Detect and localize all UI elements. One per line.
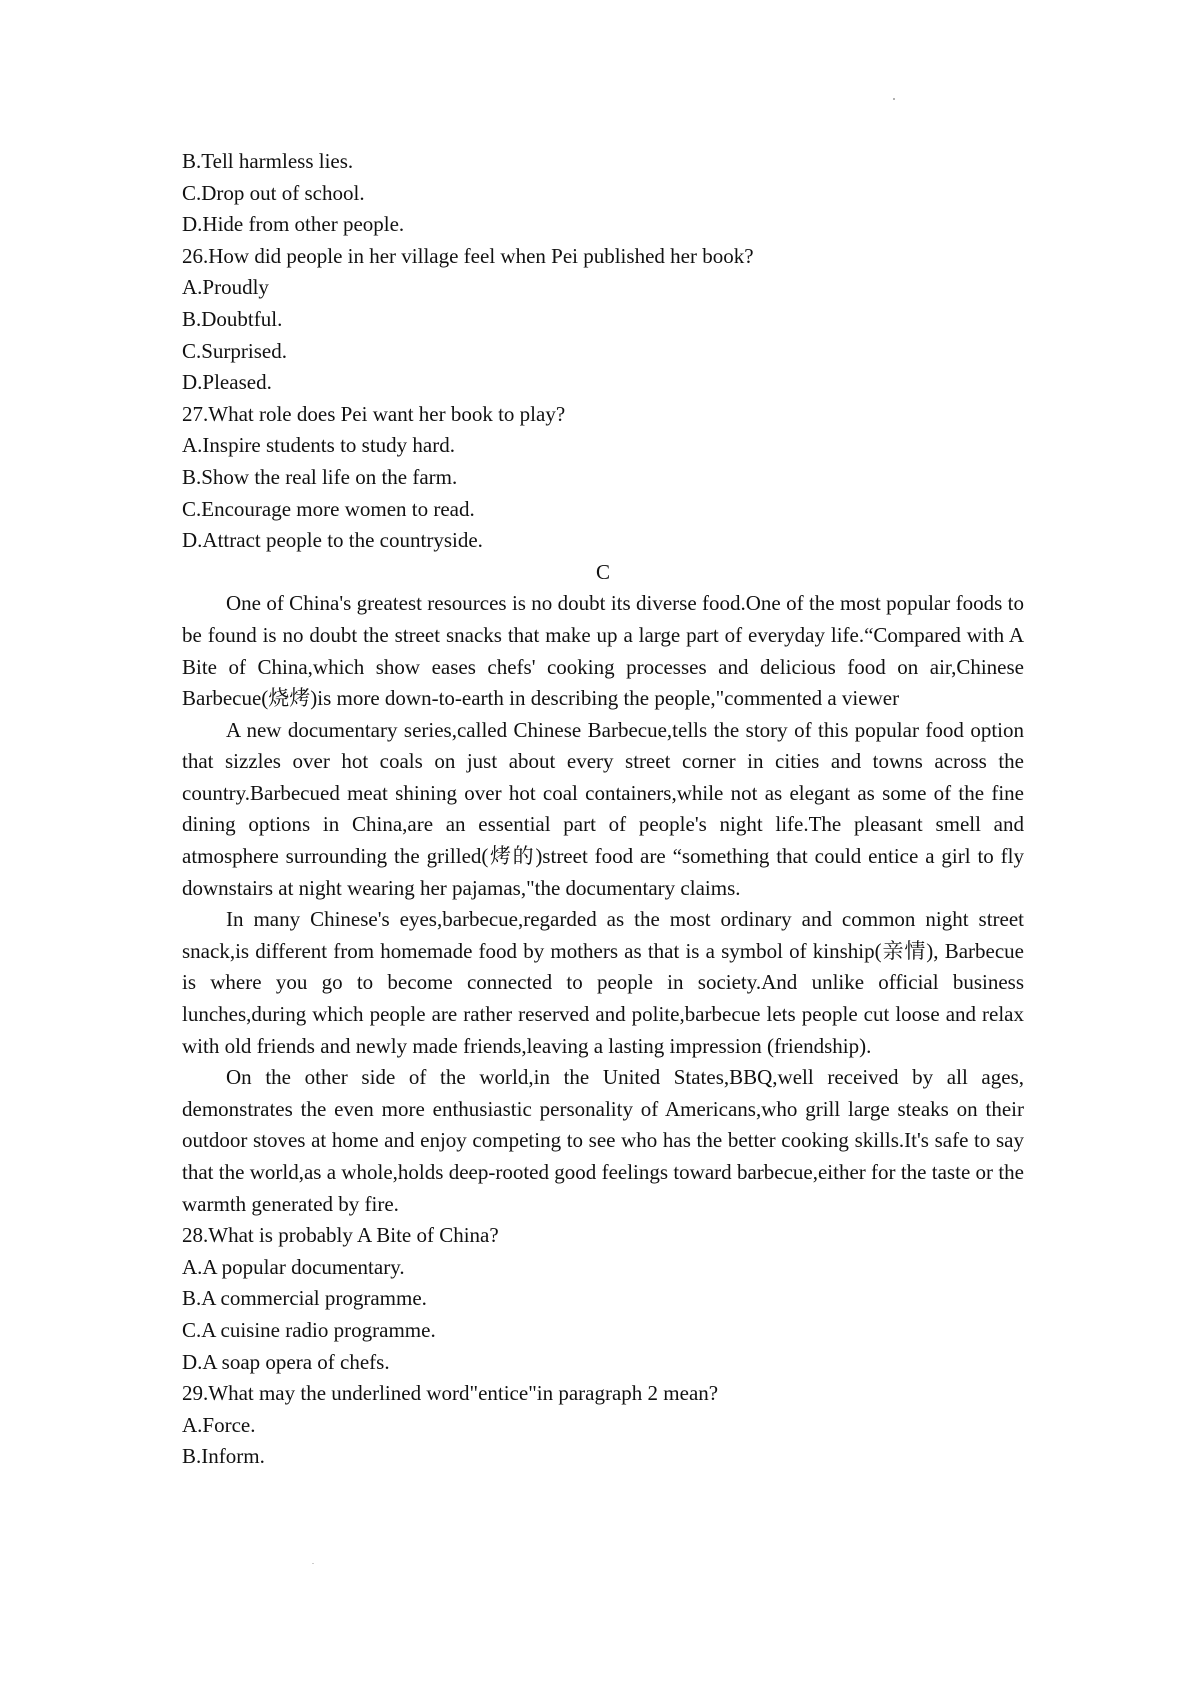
question-29 xyxy=(182,1378,1024,1473)
section-title: C xyxy=(595,559,610,584)
option-a: A.Force. xyxy=(182,1412,256,1437)
option-d: D.Pleased. xyxy=(182,370,272,395)
option-b: B.Show the real life on the farm. xyxy=(182,464,458,489)
option-b: B.Tell harmless lies. xyxy=(182,149,354,173)
option-c: C.Surprised. xyxy=(182,338,287,363)
option-d: D.Hide from other people. xyxy=(182,212,405,237)
option-c: C.Encourage more women to read. xyxy=(182,496,475,521)
scan-speck xyxy=(893,98,895,100)
question-text: 29.What may the underlined word"entice"in paragraph 2 mean? xyxy=(182,1381,719,1406)
passage-c xyxy=(182,588,1024,1220)
option-b: B.A commercial programme. xyxy=(182,1286,427,1311)
option-c: C.A cuisine radio programme. xyxy=(182,1317,436,1342)
passage-paragraph-2: A new documentary series,called Chinese Barbecue,tells the story of this popular food option that sizzles over hot coals on just about every street corner in cities and towns across the country.Barbecued meat shining over hot coal containers,while not as elegant as some of the fine dining options in China,are an essential part of people's night life.The pleasant smell and atmosphere surrounding the grilled(烤的)street food are “something that could entice a girl to fly downstairs at night wearing her pajamas,"the documentary claims. xyxy=(182,717,1024,900)
option-c: C.Drop out of school. xyxy=(182,180,365,205)
scan-speck xyxy=(312,1563,314,1564)
question-28 xyxy=(182,1220,1024,1378)
option-a: A.A popular documentary. xyxy=(182,1254,405,1279)
question-text: 27.What role does Pei want her book to play? xyxy=(182,401,566,426)
passage-paragraph-3: In many Chinese's eyes,barbecue,regarded as the most ordinary and common night street snack,is different from homemade food by mothers as that is a symbol of kinship(亲情), Barbecue is where you go to become connected to people in society.And unlike official business lunches,during which people are rather reserved and polite,barbecue lets people cut loose and relax with old friends and newly made friends,leaving a lasting impression (friendship). xyxy=(182,907,1024,1058)
option-b: B.Inform. xyxy=(182,1444,265,1469)
option-a: A.Inspire students to study hard. xyxy=(182,433,455,458)
option-a: A.Proudly xyxy=(182,275,269,300)
option-d: D.A soap opera of chefs. xyxy=(182,1349,390,1374)
question-27 xyxy=(182,399,1024,557)
exam-page xyxy=(182,146,1024,1473)
question-26 xyxy=(182,241,1024,399)
option-d: D.Attract people to the countryside. xyxy=(182,528,483,553)
option-b: B.Doubtful. xyxy=(182,306,283,331)
passage-paragraph-4: On the other side of the world,in the United States,BBQ,well received by all ages, demonstrates the even more enthusiastic personality of Americans,who grill large steaks on their outdoor stoves at home and enjoy competing to see who has the better cooking skills.It's safe to say that the world,as a whole,holds deep-rooted good feelings toward barbecue,either for the taste or the warmth generated by fire. xyxy=(182,1065,1024,1216)
question-text: 28.What is probably A Bite of China? xyxy=(182,1223,499,1248)
passage-paragraph-1: One of China's greatest resources is no doubt its diverse food.One of the most popular foods to be found is no doubt the street snacks that make up a large part of everyday life.“Compared with A Bite of China,which show eases chefs' cooking processes and delicious food on air,Chinese Barbecue(烧烤)is more down-to-earth in describing the people,"commented a viewer xyxy=(182,591,1024,711)
question-25-options xyxy=(182,146,1024,241)
question-text: 26.How did people in her village feel when Pei published her book? xyxy=(182,243,754,268)
